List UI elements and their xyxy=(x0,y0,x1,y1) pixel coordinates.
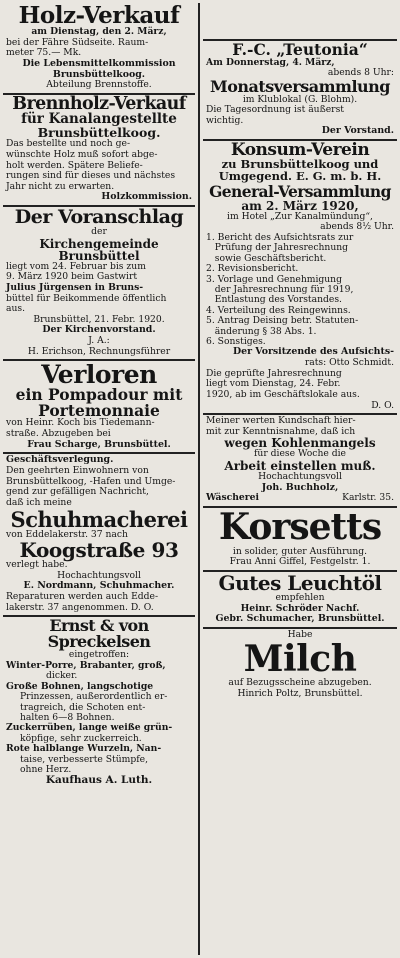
ad-subtitle: wegen Kohlenmangels xyxy=(224,436,376,451)
ad-signature: E. Nordmann, Schuhmacher. xyxy=(23,580,175,592)
ad-subtitle: Umgegend. E. G. m. b. H. xyxy=(218,168,382,183)
ad-text: Die Tagesordnung ist äußerst xyxy=(206,104,344,116)
ad-teutonia xyxy=(203,39,397,141)
ad-title: Ernst & von Spreckelsen xyxy=(47,617,151,652)
ad-text: Meiner werten Kundschaft hier- xyxy=(206,415,356,427)
ad-text: Große Bohnen, langschotige xyxy=(6,680,154,692)
ad-text: wünschte Holz muß sofort abge- xyxy=(6,149,158,161)
ad-text: wichtig. xyxy=(206,114,244,126)
agenda-item: 2. Revisionsbericht. xyxy=(206,263,299,275)
ad-milch xyxy=(203,629,397,702)
ad-text: von Heinr. Koch bis Tiedemann- xyxy=(6,417,155,429)
ad-text: 1920, ab im Geschäftslokale aus. xyxy=(206,389,360,400)
ad-text: büttel für Beikommende öffentlich xyxy=(6,292,167,304)
ad-verloren xyxy=(3,361,195,454)
ad-title: Brennholz-Verkauf xyxy=(12,94,186,114)
ad-text: Wäscherei xyxy=(206,492,259,504)
ad-title: Koogstraße 93 xyxy=(19,538,179,563)
ad-ernst-spreckelsen xyxy=(3,617,195,788)
ad-text: Rote halblange Wurzeln, Nan- xyxy=(6,743,162,755)
ad-text: ohne Herz. xyxy=(20,763,72,775)
agenda-item: der Jahresrechnung für 1919, xyxy=(206,283,354,295)
agenda-item: 5. Antrag Deising betr. Statuten- xyxy=(206,315,359,327)
ad-signature: J. A.: xyxy=(88,335,110,347)
ad-text xyxy=(206,493,394,504)
ad-text: Habe xyxy=(287,628,313,640)
ad-text: Prinzessen, außerordentlich er- xyxy=(20,691,168,703)
ad-text: 9. März 1920 beim Gastwirt xyxy=(6,271,138,283)
agenda-item: Entlastung des Vorstandes. xyxy=(206,294,342,306)
ad-text: meter 75.— Mk. xyxy=(6,47,82,59)
ad-signature: Der Vorsitzende des Aufsichts- xyxy=(232,346,394,358)
ad-text: daß ich meine xyxy=(6,496,72,508)
ad-signature: D. O. xyxy=(371,399,394,411)
ad-title: Gutes Leuchtöl xyxy=(218,571,382,595)
ad-title: Konsum-Verein xyxy=(230,141,370,161)
ad-text: dicker. xyxy=(46,670,78,682)
ad-text: liegt vom Dienstag, 24. Febr. xyxy=(206,378,341,390)
ad-leuchtoel xyxy=(203,572,397,629)
ad-text: Frau Anni Giffel, Festgelstr. 1. xyxy=(229,556,371,568)
ad-text: in solider, guter Ausführung. xyxy=(232,545,368,557)
ad-title: Milch xyxy=(243,637,357,680)
ad-text: lakerstr. 37 angenommen. D. O. xyxy=(6,601,154,613)
ad-text: Reparaturen werden auch Edde- xyxy=(6,591,159,603)
ad-signature: Kaufhaus A. Luth. xyxy=(45,774,153,787)
ad-signature: Hinrich Poltz, Brunsbüttel. xyxy=(237,687,363,699)
ad-buchholz xyxy=(203,415,397,508)
ad-text: Am Donnerstag, 4. März, xyxy=(206,56,335,68)
ad-title: Korsetts xyxy=(218,507,382,548)
ad-title: Verloren xyxy=(41,361,157,390)
ad-title: F.-C. „Teutonia“ xyxy=(232,40,368,59)
ad-text: Jahr nicht zu erwarten. xyxy=(6,180,115,192)
agenda-item: 1. Bericht des Aufsichtsrats zur xyxy=(206,231,354,243)
ad-text: Brunsbüttel, 21. Febr. 1920. xyxy=(33,313,165,325)
ad-title: Monatsversammlung xyxy=(210,76,390,96)
ad-text: Brunsbüttelkoog, -Hafen und Umge- xyxy=(6,475,176,487)
ad-title: Holz-Verkauf xyxy=(18,3,180,29)
ad-schuhmacherei xyxy=(3,454,195,617)
ad-korsetts xyxy=(203,508,397,572)
ad-text: holt werden. Spätere Beliefe- xyxy=(6,159,143,171)
ad-brennholz xyxy=(3,95,195,207)
ad-text: tragreich, die Schoten ent- xyxy=(20,701,146,713)
agenda-item: 6. Sonstiges. xyxy=(206,336,266,348)
ad-signature: rats: Otto Schmidt. xyxy=(304,357,394,369)
ad-signature: Der Kirchenvorstand. xyxy=(42,324,156,336)
ad-voranschlag xyxy=(3,207,195,361)
ad-subtitle: Arbeit einstellen muß. xyxy=(224,458,376,473)
ad-text: der xyxy=(91,226,107,238)
ad-text: von Eddelakerstr. 37 nach xyxy=(6,528,128,540)
ad-text: verlegt habe. xyxy=(6,559,68,571)
left-column xyxy=(3,3,195,788)
ad-text: gend zur gefälligen Nachricht, xyxy=(6,486,149,498)
agenda-item: 3. Vorlage und Genehmigung xyxy=(206,273,342,285)
agenda-item: änderung § 38 Abs. 1. xyxy=(206,325,317,337)
ad-text: Heinr. Schröder Nachf. xyxy=(240,602,360,614)
ad-text: bei der Fähre Südseite. Raum- xyxy=(6,36,149,48)
ad-title: Schuhmacherei xyxy=(10,506,188,532)
ad-text: Brunsbüttelkoog. xyxy=(52,68,146,80)
ad-text: für diese Woche die xyxy=(254,448,346,460)
ad-subtitle: am 2. März 1920, xyxy=(241,198,359,213)
ad-subtitle: zu Brunsbüttelkoog und xyxy=(221,157,379,172)
ad-signature: Joh. Buchholz, xyxy=(261,481,339,493)
ad-text: Das bestellte und noch ge- xyxy=(6,138,131,150)
ad-subtitle: für Kanalangestellte xyxy=(21,111,177,128)
ad-text: halten 6—8 Bohnen. xyxy=(20,711,115,723)
ad-text: Die geprüfte Jahresrechnung xyxy=(206,367,342,379)
ad-title: Der Voranschlag xyxy=(14,207,184,229)
ad-text: mit zur Kenntnisnahme, daß ich xyxy=(206,425,356,437)
ad-text: Hochachtungsvoll xyxy=(258,470,342,482)
ad-text: Frau Scharge, Brunsbüttel. xyxy=(27,438,171,450)
ad-text: eingetroffen: xyxy=(68,649,130,661)
ad-text: im Klublokal (G. Blohm). xyxy=(242,93,358,105)
ad-text: Den geehrten Einwohnern von xyxy=(6,465,149,477)
ad-text: auf Bezugsscheine abzugeben. xyxy=(228,677,372,689)
ad-signature: Holzkommission. xyxy=(101,191,192,203)
agenda-item: sowie Geschäftsbericht. xyxy=(206,252,327,264)
ad-text: Abteilung Brennstoffe. xyxy=(46,79,152,91)
ad-subtitle: Portemonnaie xyxy=(38,400,160,420)
agenda-item: Prüfung der Jahresrechnung xyxy=(206,242,349,254)
ad-text: straße. Abzugeben bei xyxy=(6,427,111,439)
ad-subtitle: Kirchengemeinde Brunsbüttel xyxy=(39,236,159,263)
ad-subtitle: Brunsbüttelkoog. xyxy=(37,124,161,140)
right-column xyxy=(203,3,397,702)
ad-text: abends 8 Uhr: xyxy=(327,67,394,79)
ad-signature: H. Erichson, Rechnungsführer xyxy=(27,345,171,357)
ad-holz-verkauf xyxy=(3,3,195,95)
ad-text: Die Lebensmittelkommission xyxy=(22,57,176,69)
ad-text: aus. xyxy=(6,303,26,315)
agenda-item: 4. Verteilung des Reingewinns. xyxy=(206,304,351,316)
ad-signature: Der Vorstand. xyxy=(321,125,394,137)
ad-text: Zuckerrüben, lange weiße grün- xyxy=(6,722,173,734)
ad-text: Julius Jürgensen in Bruns- xyxy=(6,282,144,294)
ad-konsum-verein xyxy=(203,141,397,415)
column-divider xyxy=(198,3,200,955)
ad-text: köpfige, sehr zuckerreich. xyxy=(20,732,142,744)
ad-title: General-Versammlung xyxy=(209,182,391,202)
ad-text: Hochachtungsvoll xyxy=(57,569,141,581)
ad-text: abends 8½ Uhr. xyxy=(320,221,394,233)
ad-text: liegt vom 24. Februar bis zum xyxy=(6,260,146,272)
ad-subtitle: ein Pompadour mit xyxy=(15,385,183,405)
ad-text: Karlstr. 35. xyxy=(342,492,394,504)
ad-text: am Dienstag, den 2. März, xyxy=(31,26,167,37)
ad-text: im Hotel „Zur Kanalmündung“, xyxy=(227,210,373,222)
ad-text: rungen sind für dieses und nächstes xyxy=(6,170,176,182)
ad-heading: Geschäftsverlegung. xyxy=(6,454,114,466)
ad-text: empfehlen xyxy=(275,591,325,603)
ad-text: Winter-Porre, Brabanter, groß, xyxy=(6,659,166,671)
ad-text: Gebr. Schumacher, Brunsbüttel. xyxy=(215,613,385,625)
ad-text: taise, verbesserte Stümpfe, xyxy=(20,753,149,765)
